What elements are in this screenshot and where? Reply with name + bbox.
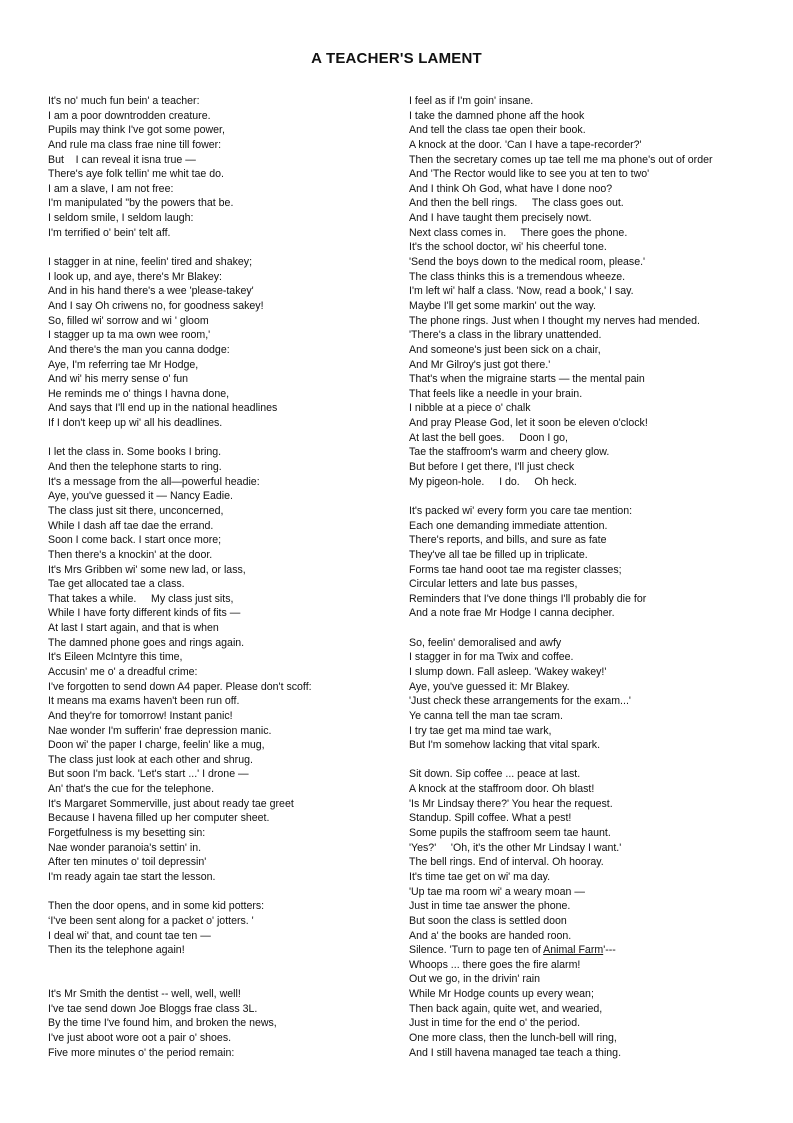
- poem-line: [48, 606, 408, 621]
- poem-line: [48, 1002, 408, 1017]
- poem-line-text: 'There's a class in the library unattended.: [409, 329, 602, 342]
- poem-line: [48, 314, 408, 329]
- poem-line: [48, 782, 408, 797]
- poem-line-text: Because I havena filled up her computer sheet.: [48, 812, 270, 825]
- poem-line: [48, 255, 408, 270]
- poem-line-text: Forms tae hand ooot tae ma register classes;: [409, 563, 622, 576]
- poem-line: [409, 943, 769, 958]
- poem-line: [409, 972, 769, 987]
- poem-line: [409, 182, 769, 197]
- stanza: [409, 767, 769, 1060]
- poem-line-text: Reminders that I've done things I'll probably die for: [409, 592, 647, 605]
- poem-line: [409, 153, 769, 168]
- poem-line: [48, 636, 408, 651]
- poem-line-text: I've tae send down Joe Bloggs frae class 3L.: [48, 1002, 258, 1015]
- poem-line-text: Maybe I'll get some markin' out the way.: [409, 299, 596, 312]
- poem-line-text: It's Mrs Gribben wi' some new lad, or lass,: [48, 563, 246, 576]
- poem-line-text: I've just aboot wore oot a pair o' shoes.: [48, 1032, 232, 1044]
- page-title: A TEACHER'S LAMENT: [311, 50, 482, 67]
- poem-line: [409, 387, 769, 402]
- poem-line-text: And there's the man you canna dodge:: [48, 343, 230, 356]
- poem-line-text: Then its the telephone again!: [48, 944, 185, 957]
- poem-line-text: Nae wonder I'm sufferin' frae depression manic.: [48, 724, 272, 737]
- poem-line-text: And a note frae Mr Hodge I canna decipher.: [409, 607, 615, 620]
- stanza: [409, 636, 769, 753]
- poem-line-text: One more class, then the lunch-bell will ring,: [409, 1032, 617, 1044]
- poem-line-text: I am a poor downtrodden creature.: [48, 109, 211, 122]
- poem-line-text: Accusin' me o' a dreadful crime:: [48, 665, 198, 678]
- poem-line-text: Circular letters and late bus passes,: [409, 578, 578, 591]
- stanza-gap: [409, 621, 769, 636]
- poem-line-text: I stagger in at nine, feelin' tired and shakey;: [48, 256, 253, 269]
- poem-line: [48, 460, 408, 475]
- poem-line: [409, 255, 769, 270]
- poem-line-text: It's Margaret Sommerville, just about ready tae greet: [48, 797, 294, 810]
- poem-line-text: I am a slave, I am not free:: [48, 182, 174, 195]
- poem-line-text: The class just sit there, unconcerned,: [48, 504, 224, 517]
- poem-line-text: Aye, you've guessed it — Nancy Eadie.: [48, 490, 233, 503]
- poem-line-text: And then the bell rings. The class goes out.: [409, 197, 624, 210]
- stanza: [409, 94, 769, 489]
- poem-line: [48, 284, 408, 299]
- poem-line: [48, 621, 408, 636]
- poem-line-text: I deal wi' that, and count tae ten —: [48, 929, 211, 942]
- poem-line-tail: '---: [603, 944, 616, 957]
- poem-line-text: While I have forty different kinds of fits —: [48, 607, 241, 620]
- poem-line-text: Standup. Spill coffee. What a pest!: [409, 812, 572, 825]
- poem-line: [409, 811, 769, 826]
- poem-line-text: I'm ready again tae start the lesson.: [48, 870, 216, 883]
- poem-line: [409, 826, 769, 841]
- poem-line: [409, 270, 769, 285]
- poem-line: [48, 138, 408, 153]
- poem-line-text: It's the school doctor, wi' his cheerful tone.: [409, 241, 607, 254]
- poem-line-text: It's time tae get on wi' ma day.: [409, 870, 551, 883]
- poem-line: [48, 650, 408, 665]
- poem-line-text: And then the telephone starts to ring.: [48, 461, 222, 474]
- poem-line-text: It's a message from the all—powerful headie:: [48, 475, 260, 488]
- poem-line-text: They've all tae be filled up in triplicate.: [409, 548, 588, 561]
- poem-line: [409, 694, 769, 709]
- poem-line: [48, 270, 408, 285]
- poem-line-text: I let the class in. Some books I bring.: [48, 446, 222, 459]
- stanza: [48, 255, 408, 431]
- poem-line-text: Nae wonder paranoia's settin' in.: [48, 841, 202, 854]
- poem-line: [48, 475, 408, 490]
- poem-line: [409, 1031, 769, 1046]
- poem-line: [409, 636, 769, 651]
- poem-line: [48, 592, 408, 607]
- poem-line: [409, 138, 769, 153]
- poem-line: [48, 855, 408, 870]
- poem-line-text: I'm left wi' half a class. 'Now, read a book,' I say.: [409, 285, 634, 298]
- poem-line-text: Doon wi' the paper I charge, feelin' like a mug,: [48, 739, 265, 752]
- poem-line-text: I feel as if I'm goin' insane.: [409, 95, 534, 107]
- poem-line-text: That's when the migraine starts — the mental pain: [409, 373, 645, 386]
- poem-line-text: Some pupils the staffroom seem tae haunt.: [409, 827, 611, 840]
- poem-line: [48, 211, 408, 226]
- poem-line-text: And Mr Gilroy's just got there.': [409, 358, 551, 371]
- poem-line: [409, 577, 769, 592]
- poem-line: [409, 431, 769, 446]
- poem-line-text: And they're for tomorrow! Instant panic!: [48, 709, 233, 722]
- poem-line-text: It's Mr Smith the dentist -- well, well, well!: [48, 988, 241, 1001]
- poem-line-text: I try tae get ma mind tae wark,: [409, 724, 552, 737]
- poem-line-text: While Mr Hodge counts up every wean;: [409, 988, 594, 1001]
- poem-line: [409, 211, 769, 226]
- poem-line-text: And pray Please God, let it soon be eleven o'clock!: [409, 417, 648, 430]
- poem-line: [48, 987, 408, 1002]
- stanza: [48, 445, 408, 884]
- poem-line: [409, 299, 769, 314]
- poem-line: [409, 606, 769, 621]
- poem-line: [48, 328, 408, 343]
- stanza-gap: [48, 240, 408, 255]
- poem-line-text: A knock at the door. 'Can I have a tape-recorder?': [409, 138, 642, 151]
- poem-line: [409, 167, 769, 182]
- poem-line: [409, 767, 769, 782]
- poem-line: [48, 753, 408, 768]
- poem-line: [48, 548, 408, 563]
- poem-line: [48, 694, 408, 709]
- poem-line: [409, 240, 769, 255]
- poem-line: [409, 533, 769, 548]
- poem-line: [409, 885, 769, 900]
- poem-line-text: My pigeon-hole. I do. Oh heck.: [409, 475, 577, 488]
- poem-line: [48, 929, 408, 944]
- poem-line-text: And I have taught them precisely nowt.: [409, 212, 592, 225]
- poem-line: [409, 1046, 769, 1061]
- poem-line: [48, 826, 408, 841]
- poem-line: [409, 358, 769, 373]
- poem-line: [409, 284, 769, 299]
- poem-line-text: It means ma exams haven't been run off.: [48, 695, 240, 708]
- poem-line-text: A knock at the staffroom door. Oh blast!: [409, 783, 595, 796]
- poem-line: [48, 182, 408, 197]
- poem-line: [409, 519, 769, 534]
- poem-line: [48, 899, 408, 914]
- poem-line: [409, 841, 769, 856]
- poem-line: [409, 460, 769, 475]
- poem-line-text: It's packed wi' every form you care tae mention:: [409, 504, 633, 517]
- poem-line-text: 'Is Mr Lindsay there?' You hear the request.: [409, 797, 613, 810]
- poem-line: [409, 401, 769, 416]
- poem-line: [48, 94, 408, 109]
- poem-line: [409, 445, 769, 460]
- poem-line-text: Then the door opens, and in some kid potters:: [48, 900, 265, 913]
- poem-line-text: Then back again, quite wet, and wearied,: [409, 1002, 603, 1015]
- poem-line-text: And rule ma class frae nine till fower:: [48, 138, 222, 151]
- poem-line: [48, 943, 408, 958]
- poem-line: [48, 680, 408, 695]
- poem-line-text: And I think Oh God, what have I done noo?: [409, 182, 613, 195]
- poem-line: [409, 958, 769, 973]
- poem-line: [409, 343, 769, 358]
- poem-line-text: And I still havena managed tae teach a thing.: [409, 1046, 622, 1059]
- stanza: [48, 94, 408, 240]
- poem-line: [409, 94, 769, 109]
- book-title: Animal Farm: [543, 944, 604, 957]
- poem-line-text: Just in time for the end o' the period.: [409, 1017, 581, 1030]
- stanza-gap: [48, 972, 408, 987]
- poem-line: [48, 841, 408, 856]
- poem-line: [48, 416, 408, 431]
- poem-line: [48, 724, 408, 739]
- poem-line: [48, 738, 408, 753]
- poem-line: [409, 680, 769, 695]
- poem-line: [409, 1016, 769, 1031]
- poem-line: [409, 782, 769, 797]
- poem-line: [48, 504, 408, 519]
- poem-line-text: And says that I'll end up in the national headlines: [48, 402, 278, 415]
- poem-line-text: Then the secretary comes up tae tell me ma phone's out of order: [409, 153, 713, 166]
- poem-line: [409, 416, 769, 431]
- poem-line-text: Tae get allocated tae a class.: [48, 578, 185, 591]
- stanza-gap: [48, 958, 408, 973]
- poem-line: [48, 167, 408, 182]
- poem-line-text: Pupils may think I've got some power,: [48, 124, 225, 137]
- poem-line: [409, 724, 769, 739]
- stanza-gap: [409, 489, 769, 504]
- poem-line: [48, 372, 408, 387]
- poem-line-text: And in his hand there's a wee 'please-takey': [48, 285, 254, 298]
- poem-line-text: That takes a while. My class just sits,: [48, 592, 234, 605]
- poem-line: [48, 870, 408, 885]
- poem-line-text: The bell rings. End of interval. Oh hooray.: [409, 856, 604, 869]
- poem-line-text: It's no' much fun bein' a teacher:: [48, 95, 200, 107]
- poem-line: [48, 563, 408, 578]
- poem-line-text: So, feelin' demoralised and awfy: [409, 636, 562, 649]
- poem-line-text: Ye canna tell the man tae scram.: [409, 709, 563, 722]
- poem-line-text: There's aye folk tellin' me whit tae do.: [48, 168, 224, 181]
- poem-line: [48, 343, 408, 358]
- poem-line: [409, 548, 769, 563]
- poem-line-text: I nibble at a piece o' chalk: [409, 402, 531, 415]
- poem-line-text: And a' the books are handed roon.: [409, 929, 572, 942]
- poem-line-text: If I don't keep up wi' all his deadlines.: [48, 417, 223, 430]
- poem-line: [409, 314, 769, 329]
- poem-line-text: That feels like a needle in your brain.: [409, 387, 583, 400]
- poem-line: [409, 899, 769, 914]
- poem-line-text: But soon I'm back. 'Let's start ...' I drone —: [48, 768, 249, 781]
- poem-line: [409, 855, 769, 870]
- stanza-gap: [48, 885, 408, 900]
- poem-line-text: The phone rings. Just when I thought my nerves had mended.: [409, 314, 700, 327]
- poem-line-text: Next class comes in. There goes the phone.: [409, 226, 628, 239]
- poem-line-text: Whoops ... there goes the fire alarm!: [409, 958, 581, 971]
- poem-line-text: I've forgotten to send down A4 paper. Please don't scoff:: [48, 680, 312, 693]
- poem-line: [409, 665, 769, 680]
- poem-line: [409, 563, 769, 578]
- poem-line-text: And 'The Rector would like to see you at ten to two': [409, 168, 650, 181]
- stanza-gap: [409, 753, 769, 768]
- poem-line: [409, 650, 769, 665]
- poem-line: [48, 811, 408, 826]
- poem-line-text: Out we go, in the drivin' rain: [409, 973, 540, 986]
- poem-line-text: After ten minutes o' toil depressin': [48, 856, 207, 869]
- poem-line: [409, 592, 769, 607]
- poem-line-text: But before I get there, I'll just check: [409, 461, 575, 474]
- poem-line-text: I seldom smile, I seldom laugh:: [48, 212, 194, 225]
- poem-line-text: While I dash aff tae dae the errand.: [48, 519, 214, 532]
- poem-line: [48, 1046, 408, 1061]
- stanza: [48, 987, 408, 1060]
- poem-line-text: Tae the staffroom's warm and cheery glow.: [409, 446, 610, 459]
- poem-line: [48, 665, 408, 680]
- poem-line-text: I stagger up ta ma own wee room,': [48, 329, 211, 342]
- poem-line: [48, 153, 408, 168]
- poem-line: [48, 914, 408, 929]
- poem-line: [48, 797, 408, 812]
- poem-line-text: Aye, I'm referring tae Mr Hodge,: [48, 358, 199, 371]
- poem-line: [48, 1031, 408, 1046]
- poem-line: [48, 1016, 408, 1031]
- poem-line-text: I'm terrified o' bein' telt aff.: [48, 226, 171, 239]
- poem-line-text: So, filled wi' sorrow and wi ' gloom: [48, 314, 209, 327]
- poem-line-text: At last the bell goes. Doon I go,: [409, 431, 568, 444]
- poem-line: [48, 445, 408, 460]
- poem-line: [48, 489, 408, 504]
- stanza-gap: [48, 431, 408, 446]
- poem-line-text: And I say Oh criwens no, for goodness sakey!: [48, 299, 264, 312]
- poem-line-text: Silence. 'Turn to page ten of: [409, 944, 544, 957]
- poem-line: [409, 987, 769, 1002]
- poem-line: [48, 519, 408, 534]
- stanza: [409, 504, 769, 621]
- poem-line: [48, 577, 408, 592]
- poem-line: [48, 358, 408, 373]
- poem-line: [409, 328, 769, 343]
- poem-line-text: The damned phone goes and rings again.: [48, 636, 245, 649]
- poem-line-text: Just in time tae answer the phone.: [409, 900, 571, 913]
- poem-line-text: I look up, and aye, there's Mr Blakey:: [48, 270, 222, 283]
- poem-line-text: The class just look at each other and shrug.: [48, 753, 253, 766]
- poem-line: [409, 914, 769, 929]
- poem-line: [409, 372, 769, 387]
- poem-line-text: He reminds me o' things I havna done,: [48, 387, 230, 400]
- poem-line-text: I take the damned phone aff the hook: [409, 109, 585, 122]
- poem-line-text: ‘I've been sent along for a packet o' jotters. ': [48, 914, 254, 927]
- poem-line: [48, 401, 408, 416]
- poem-line: [48, 387, 408, 402]
- poem-line: [48, 226, 408, 241]
- poem-line: [409, 738, 769, 753]
- poem-line-text: 'Up tae ma room wi' a weary moan —: [409, 885, 585, 898]
- poem-line: [409, 870, 769, 885]
- poem-line-text: And tell the class tae open their book.: [409, 124, 586, 137]
- poem-line: [409, 109, 769, 124]
- poem-line-text: I stagger in for ma Twix and coffee.: [409, 651, 574, 664]
- poem-line-text: But I'm somehow lacking that vital spark.: [409, 739, 601, 752]
- poem-line: [48, 299, 408, 314]
- poem-line-text: There's reports, and bills, and sure as fate: [409, 534, 607, 547]
- poem-line-text: By the time I've found him, and broken the news,: [48, 1017, 277, 1030]
- poem-line-text: Sit down. Sip coffee ... peace at last.: [409, 768, 581, 781]
- poem-line-text: I slump down. Fall asleep. 'Wakey wakey!': [409, 665, 607, 678]
- poem-line-text: I'm manipulated "by the powers that be.: [48, 197, 234, 210]
- poem-line-text: But I can reveal it isna true —: [48, 153, 196, 166]
- poem-line: [409, 1002, 769, 1017]
- poem-line-text: At last I start again, and that is when: [48, 622, 219, 635]
- poem-line-text: Five more minutes o' the period remain:: [48, 1046, 235, 1059]
- left-column: [48, 94, 408, 1060]
- poem-line: [409, 797, 769, 812]
- poem-line-text: And someone's just been sick on a chair,: [409, 343, 601, 356]
- poem-line-text: 'Just check these arrangements for the exam...': [409, 695, 631, 708]
- stanza: [48, 899, 408, 958]
- poem-line-text: And wi' his merry sense o' fun: [48, 373, 189, 386]
- poem-line-text: An' that's the cue for the telephone.: [48, 783, 215, 796]
- poem-line-text: It's Eileen McIntyre this time,: [48, 651, 183, 664]
- poem-line-text: The class thinks this is a tremendous wheeze.: [409, 270, 626, 283]
- poem-line: [409, 475, 769, 490]
- poem-line: [48, 709, 408, 724]
- poem-line: [409, 226, 769, 241]
- poem-line-text: Soon I come back. I start once more;: [48, 534, 222, 547]
- poem-line: [409, 709, 769, 724]
- poem-line: [48, 196, 408, 211]
- poem-line: [409, 196, 769, 211]
- poem-line: [409, 123, 769, 138]
- poem-line: [48, 767, 408, 782]
- poem-line-text: 'Send the boys down to the medical room, please.': [409, 256, 646, 269]
- poem-line: [409, 929, 769, 944]
- poem-line-text: Then there's a knockin' at the door.: [48, 548, 213, 561]
- poem-line-text: Each one demanding immediate attention.: [409, 519, 608, 532]
- right-column: [409, 94, 769, 1060]
- poem-line: [409, 504, 769, 519]
- poem-line-text: Aye, you've guessed it: Mr Blakey.: [409, 680, 570, 693]
- poem-line: [48, 123, 408, 138]
- poem-line-text: Forgetfulness is my besetting sin:: [48, 827, 206, 840]
- poem-line: [48, 533, 408, 548]
- poem-line-text: But soon the class is settled doon: [409, 914, 567, 927]
- poem-line-text: 'Yes?' 'Oh, it's the other Mr Lindsay I want.': [409, 841, 622, 854]
- poem-line: [48, 109, 408, 124]
